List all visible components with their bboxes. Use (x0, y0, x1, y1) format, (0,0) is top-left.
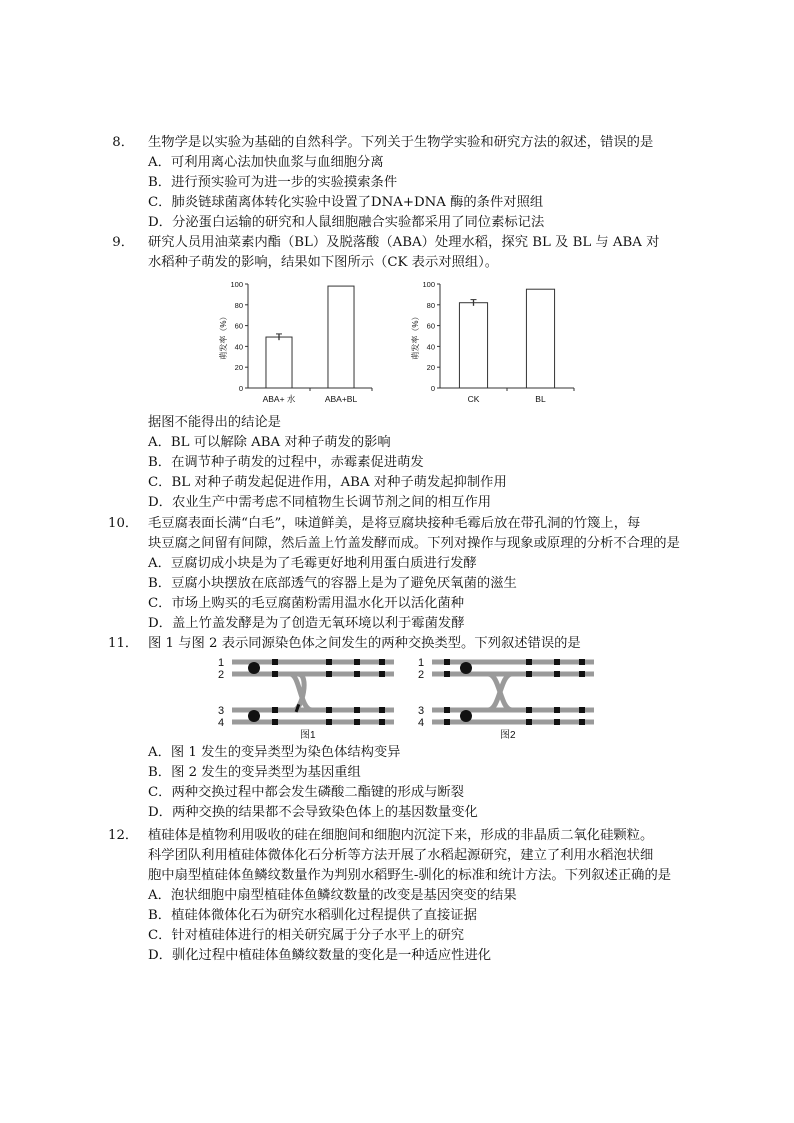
y-tick-label: 80 (426, 300, 435, 310)
option-c: C．针对植硅体进行的相关研究属于分子水平上的研究 (148, 928, 465, 943)
question-number: 10． (108, 516, 139, 531)
option-b: B．豆腐小块摆放在底部透气的容器上是为了避免厌氧菌的滋生 (148, 576, 517, 591)
option-c: C．市场上购买的毛豆腐菌粉需用温水化开以活化菌种 (148, 596, 465, 611)
y-tick-label: 20 (234, 363, 243, 373)
question-number: 12． (108, 828, 139, 843)
x-tick-label: BL (535, 394, 546, 404)
chrom-label-3: 3 (218, 705, 225, 717)
question-stem-line-1: 植硅体是植物利用吸收的硅在细胞间和细胞内沉淀下来，形成的非晶质二氧化硅颗粒。 (148, 828, 654, 843)
question-stem-line-1: 研究人员用油菜素内酯（BL）及脱落酸（ABA）处理水稻，探究 BL 及 BL 与 ABA 对 (148, 235, 660, 250)
option-c: C．BL 对种子萌发起促进作用，ABA 对种子萌发起抑制作用 (148, 475, 507, 490)
chrom-label-4: 4 (218, 717, 225, 729)
y-tick-label: 80 (234, 300, 243, 310)
question-stem-line-2: 块豆腐之间留有间隙，然后盖上竹盖发酵而成。下列对操作与现象或原理的分析不合理的是 (148, 536, 680, 551)
option-a: A．豆腐切成小块是为了毛霉更好地利用蛋白质进行发酵 (148, 556, 477, 571)
chrom-label-2: 2 (418, 669, 425, 681)
option-d: D．农业生产中需考虑不同植物生长调节剂之间的相互作用 (148, 495, 492, 510)
y-tick-label: 0 (238, 384, 243, 393)
y-axis-label: 萌发率（%） (411, 312, 420, 360)
chromosome-figure-2 (414, 654, 604, 740)
option-c: C．肺炎链球菌离体转化实验中设置了DNA+DNA 酶的条件对照组 (148, 195, 544, 210)
option-a: A．可利用离心法加快血浆与血细胞分离 (148, 155, 384, 170)
chrom-label-2: 2 (218, 669, 225, 681)
figure-1-caption: 图1 (300, 730, 316, 740)
option-b: B．在调节种子萌发的过程中，赤霉素促进萌发 (148, 455, 424, 470)
chrom-label-1: 1 (418, 657, 425, 669)
option-b: B．植硅体微体化石为研究水稻驯化过程提供了直接证据 (148, 908, 477, 923)
option-c: C．两种交换过程中都会发生磷酸二酯键的形成与断裂 (148, 785, 465, 800)
question-stem-line-2: 科学团队利用植硅体微体化石分析等方法开展了水稻起源研究，建立了利用水稻泡状细 (148, 848, 654, 863)
y-tick-label: 100 (422, 280, 435, 289)
option-a: A．泡状细胞中扇型植硅体鱼鳞纹数量的改变是基因突变的结果 (148, 888, 517, 903)
question-stem-line-3: 胞中扇型植硅体鱼鳞纹数量作为判别水稻野生-驯化的标准和统计方法。下列叙述正确的是 (148, 868, 672, 883)
question-stem: 图 1 与图 2 表示同源染色体之间发生的两种交换类型。下列叙述错误的是 (148, 636, 581, 651)
y-tick-label: 40 (234, 342, 243, 352)
y-tick-label: 20 (426, 363, 435, 373)
chromosome-figure-1 (214, 654, 404, 740)
question-prompt: 据图不能得出的结论是 (148, 415, 281, 430)
question-number: 8． (112, 135, 134, 150)
bar (526, 289, 554, 388)
chrom-label-1: 1 (218, 657, 225, 669)
y-axis-label: 萌发率（%） (219, 312, 228, 360)
x-tick-label: ABA+BL (324, 394, 358, 404)
option-d: D．分泌蛋白运输的研究和人鼠细胞融合实验都采用了同位素标记法 (148, 215, 545, 230)
question-stem: 生物学是以实验为基础的自然科学。下列关于生物学实验和研究方法的叙述，错误的是 (148, 135, 654, 150)
y-tick-label: 0 (430, 384, 435, 393)
x-tick-label: CK (467, 394, 480, 404)
y-tick-label: 60 (426, 321, 435, 331)
y-tick-label: 60 (234, 321, 243, 331)
y-tick-label: 40 (426, 342, 435, 352)
x-tick-label: ABA+ 水 (262, 394, 296, 404)
option-a: A．图 1 发生的变异类型为染色体结构变异 (148, 745, 401, 760)
bar (459, 303, 487, 388)
bar-chart-aba (218, 276, 378, 410)
question-number: 11． (108, 636, 139, 651)
option-b: B．进行预实验可为进一步的实验摸索条件 (148, 175, 398, 190)
option-d: D．两种交换的结果都不会导致染色体上的基因数量变化 (148, 805, 478, 820)
figure-2-caption: 图2 (500, 730, 516, 740)
bar (266, 337, 292, 388)
option-d: D．盖上竹盖发酵是为了创造无氧环境以利于霉菌发酵 (148, 616, 465, 631)
question-stem-line-2: 水稻种子萌发的影响，结果如下图所示（CK 表示对照组）。 (148, 255, 499, 270)
option-b: B．图 2 发生的变异类型为基因重组 (148, 765, 361, 780)
y-tick-label: 100 (230, 280, 243, 289)
chrom-label-3: 3 (418, 705, 425, 717)
bar-chart-ck-bl (410, 276, 580, 410)
option-a: A．BL 可以解除 ABA 对种子萌发的影响 (148, 435, 391, 450)
question-number: 9． (112, 235, 134, 250)
question-stem-line-1: 毛豆腐表面长满“白毛”，味道鲜美，是将豆腐块接种毛霉后放在带孔洞的竹篾上，每 (148, 516, 641, 531)
option-d: D．驯化过程中植硅体鱼鳞纹数量的变化是一种适应性进化 (148, 948, 492, 963)
bar (328, 286, 354, 388)
chrom-label-4: 4 (418, 717, 425, 729)
